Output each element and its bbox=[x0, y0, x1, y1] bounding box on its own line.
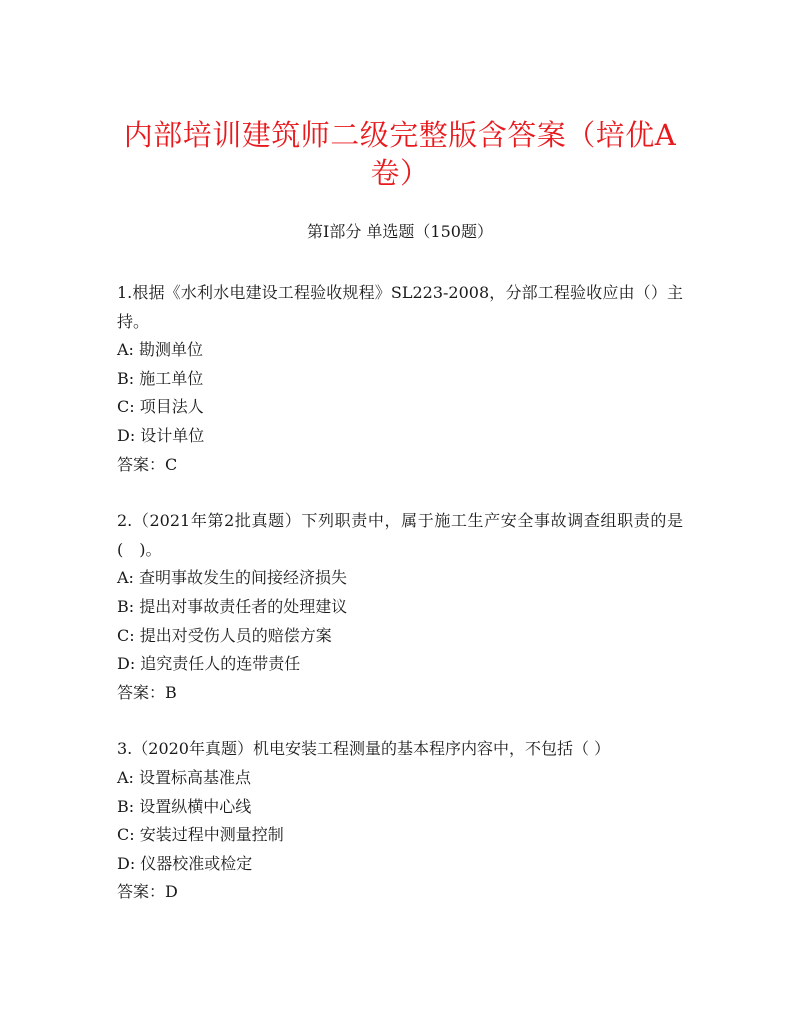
option-b: B: 设置纵横中心线 bbox=[117, 796, 252, 816]
option-b: B: 施工单位 bbox=[117, 368, 204, 388]
option-c: C: 安装过程中测量控制 bbox=[117, 825, 284, 845]
answer-line: 答案：C bbox=[117, 454, 178, 474]
option-a: A: 勘测单位 bbox=[117, 340, 204, 360]
option-d: D: 设计单位 bbox=[117, 425, 205, 445]
question-item bbox=[117, 279, 683, 479]
option-c: C: 提出对受伤人员的赔偿方案 bbox=[117, 625, 332, 645]
document-title: 内部培训建筑师二级完整版含答案（培优A卷） bbox=[123, 118, 677, 190]
question-stem: 2.（2021年第2批真题）下列职责中，属于施工生产安全事故调查组职责的是( )。 bbox=[117, 511, 683, 559]
question-stem: 1.根据《水利水电建设工程验收规程》SL223-2008，分部工程验收应由（）主持。 bbox=[117, 283, 683, 331]
option-d: D: 仪器校准或检定 bbox=[117, 853, 253, 873]
option-a: A: 设置标高基准点 bbox=[117, 767, 252, 787]
question-stem: 3.（2020年真题）机电安装工程测量的基本程序内容中，不包括（ ） bbox=[117, 739, 611, 759]
answer-line: 答案：D bbox=[117, 882, 178, 902]
option-b: B: 提出对事故责任者的处理建议 bbox=[117, 596, 348, 616]
option-a: A: 查明事故发生的间接经济损失 bbox=[117, 568, 348, 588]
section-heading: 第I部分 单选题（150题） bbox=[307, 222, 493, 241]
question-item bbox=[117, 735, 683, 907]
question-list bbox=[117, 279, 683, 935]
option-c: C: 项目法人 bbox=[117, 397, 204, 417]
answer-line: 答案：B bbox=[117, 682, 177, 702]
option-d: D: 追究责任人的连带责任 bbox=[117, 654, 301, 674]
question-item bbox=[117, 507, 683, 707]
